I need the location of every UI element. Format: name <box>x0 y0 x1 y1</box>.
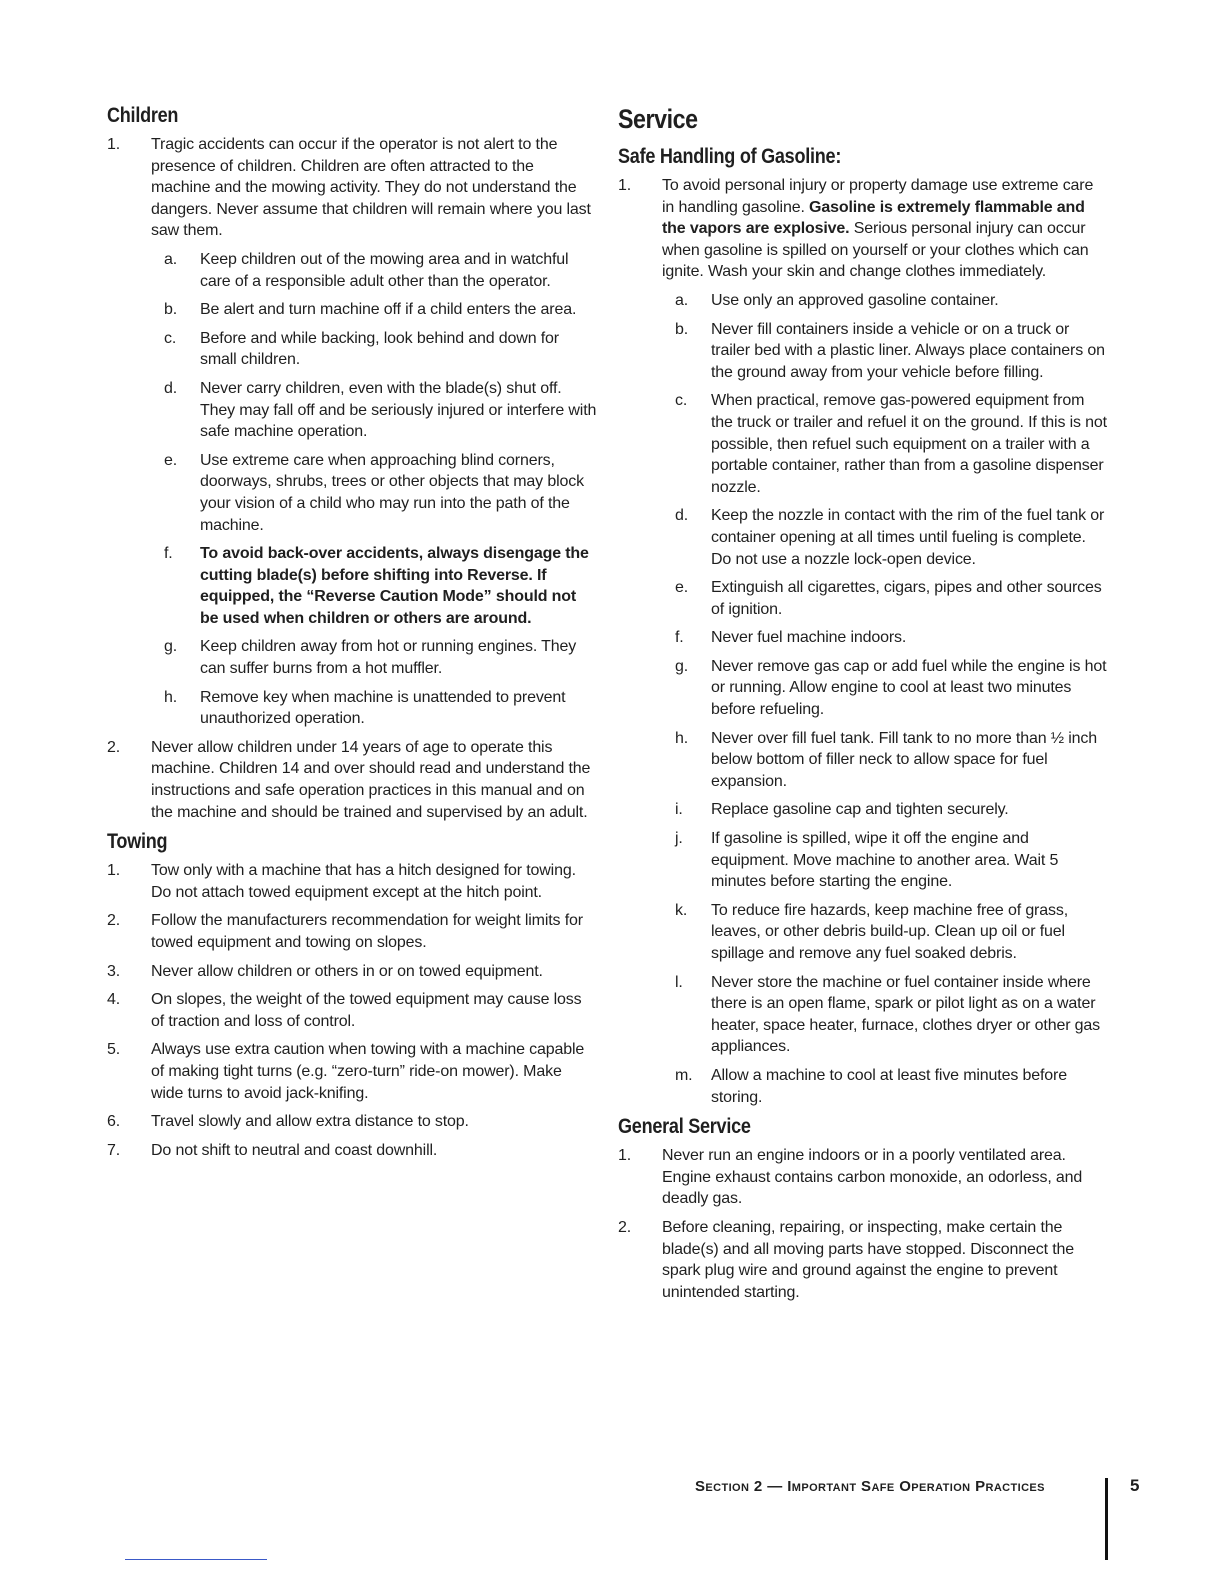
gasoline-list <box>618 175 1108 1108</box>
item-number: 2. <box>107 912 121 930</box>
item-number: 2. <box>618 1218 632 1236</box>
sub-item-letter: l. <box>675 973 683 991</box>
sub-item-letter: k. <box>675 901 688 919</box>
sub-item-letter: d. <box>164 379 178 397</box>
sub-item-text: Keep the nozzle in contact with the rim of the fuel tank or container opening at all times until fueling is complete. Do not use a nozzle lock-open device. <box>711 507 1105 568</box>
list-item <box>618 1145 1108 1210</box>
list-item <box>107 961 597 983</box>
item-text <box>662 175 1108 283</box>
footer-divider <box>1105 1478 1108 1560</box>
sub-list-item <box>151 328 597 371</box>
sub-item-text: Replace gasoline cap and tighten securely. <box>711 801 1009 819</box>
sub-item-letter: b. <box>675 320 689 338</box>
sub-list-item <box>151 687 597 730</box>
sub-list-item <box>151 636 597 679</box>
sub-item-letter: c. <box>164 329 177 347</box>
sub-list-item <box>151 249 597 292</box>
sub-list-item <box>151 378 597 443</box>
sub-item-text: Never carry children, even with the blade(s) shut off. They may fall off and be seriously injured or interfere with safe machine operation. <box>200 379 597 441</box>
item-text-end: Serious personal injury can occur when gasoline is spilled on yourself or your clothes which can ignite. Wash your skin and change clothes immediately. <box>662 220 1089 281</box>
item-number: 1. <box>618 1147 632 1165</box>
sub-item-text: Never fuel machine indoors. <box>711 629 907 647</box>
sub-item-letter: h. <box>675 729 689 747</box>
item-number: 1. <box>107 862 121 880</box>
sub-item-text: Before and while backing, look behind and down for small children. <box>200 329 559 369</box>
sub-item-letter: g. <box>675 657 689 675</box>
list-item <box>107 989 597 1032</box>
sub-list-item <box>662 900 1108 965</box>
item-number: 7. <box>107 1141 121 1159</box>
sub-list-item <box>662 1065 1108 1108</box>
sub-list-item <box>662 799 1108 821</box>
item-text: Follow the manufacturers recommendation for weight limits for towed equipment and towing on slopes. <box>151 912 583 951</box>
sub-item-letter: c. <box>675 392 688 410</box>
warning-bold-text: Gasoline is extremely flammable and the vapors are explosive. <box>662 198 1085 238</box>
sub-item-letter: e. <box>675 579 689 597</box>
sub-item-warning-text <box>200 543 597 629</box>
sub-item-letter: i. <box>675 801 683 819</box>
list-item <box>618 1217 1108 1303</box>
towing-heading: Towing <box>107 830 168 854</box>
sub-list-item <box>662 290 1108 312</box>
item-text: Never run an engine indoors or in a poorly ventilated area. Engine exhaust contains carbon monoxide, an odorless, and deadly gas. <box>662 1147 1083 1208</box>
sub-item-text: Keep children out of the mowing area and in watchful care of a responsible adult other than the operator. <box>200 250 569 290</box>
sub-item-letter: a. <box>164 250 178 268</box>
towing-list <box>107 860 597 1161</box>
sub-item-letter: a. <box>675 291 689 309</box>
item-number: 1. <box>107 136 121 153</box>
sub-item-text: Be alert and turn machine off if a child enters the area. <box>200 301 577 319</box>
sub-list-item <box>151 299 597 321</box>
sub-item-text: Never remove gas cap or add fuel while the engine is hot or running. Allow engine to cool at least two minutes before refueling. <box>711 657 1107 719</box>
sub-list-item <box>662 505 1108 570</box>
service-heading: Service <box>618 104 698 134</box>
item-text: Do not shift to neutral and coast downhill. <box>151 1141 438 1159</box>
general-service-list <box>618 1145 1108 1303</box>
children-sublist <box>151 249 597 730</box>
item-text: Tragic accidents can occur if the operator is not alert to the presence of children. Children are often attracted to the machine and the mowing activity. They do not understand the dangers. Never assume that children will remain where you last saw them. <box>151 136 591 240</box>
sub-list-item <box>662 577 1108 620</box>
sub-item-text: Never store the machine or fuel container inside where there is an open flame, spark or pilot light as on a water heater, space heater, furnace, clothes dryer or other gas appliances. <box>711 973 1101 1056</box>
sub-item-text: When practical, remove gas-powered equipment from the truck or trailer and refuel it on the ground. If this is not possible, then refuel such equipment on a trailer with a portable container, rather than from a gasoline dispenser nozzle. <box>711 392 1107 496</box>
sub-item-text: Remove key when machine is unattended to prevent unauthorized operation. <box>200 688 566 728</box>
sub-list-item <box>662 728 1108 793</box>
item-number: 6. <box>107 1113 121 1131</box>
item-text: Never allow children under 14 years of age to operate this machine. Children 14 and over should read and understand the instructions and safe operation practices in this manual and on the machine and should be trained and supervised by an adult. <box>151 738 591 821</box>
sub-item-text: To reduce fire hazards, keep machine free of grass, leaves, or other debris build-up. Clean up oil or fuel spillage and remove any fuel soaked debris. <box>711 901 1068 962</box>
item-number: 1. <box>618 177 632 194</box>
general-service-heading: General Service <box>618 1115 751 1139</box>
list-item <box>618 175 1108 1108</box>
item-text: Never allow children or others in or on towed equipment. <box>151 962 543 980</box>
list-item <box>107 134 597 730</box>
list-item <box>107 1111 597 1133</box>
item-text: Always use extra caution when towing with a machine capable of making tight turns (e.g. “zero-turn” ride-on mower). Make wide turns to avoid jack-knifing. <box>151 1041 585 1102</box>
sub-list-item <box>662 972 1108 1058</box>
sub-list-item <box>662 656 1108 721</box>
sub-item-text: Use only an approved gasoline container. <box>711 291 999 309</box>
sub-item-text: Extinguish all cigarettes, cigars, pipes and other sources of ignition. <box>711 579 1102 618</box>
list-item <box>107 737 597 823</box>
sub-item-letter: f. <box>164 545 173 563</box>
item-text: Before cleaning, repairing, or inspecting, make certain the blade(s) and all moving parts have stopped. Disconnect the spark plug wire and ground against the engine to prevent unintended starting. <box>662 1218 1074 1301</box>
warning-bold-text: To avoid back-over accidents, always disengage the cutting blade(s) before shifting into Reverse. If equipped, the “Reverse Caution Mode” should not be used when children or others are around. <box>200 545 589 627</box>
sub-item-letter: b. <box>164 301 178 319</box>
section-footer-label <box>695 1478 1045 1500</box>
sub-item-letter: e. <box>164 451 178 469</box>
gasoline-sublist <box>662 290 1108 1108</box>
item-text-start: To avoid personal injury or property damage use extreme care in handling gasoline. <box>662 177 1094 216</box>
footnote-rule <box>125 1559 267 1560</box>
list-item <box>107 910 597 953</box>
sub-item-text: Never over fill fuel tank. Fill tank to no more than ½ inch below bottom of filler neck to allow space for fuel expansion. <box>711 729 1098 790</box>
sub-item-text: Never fill containers inside a vehicle or on a truck or trailer bed with a plastic liner. Always place containers on the ground away from your vehicle before filling. <box>711 320 1105 381</box>
sub-item-text: Keep children away from hot or running engines. They can suffer burns from a hot muffler. <box>200 638 577 678</box>
list-item <box>107 1039 597 1104</box>
gasoline-heading: Safe Handling of Gasoline: <box>618 145 842 168</box>
sub-list-item <box>662 627 1108 649</box>
item-text: Tow only with a machine that has a hitch designed for towing. Do not attach towed equipment except at the hitch point. <box>151 862 576 901</box>
item-number: 3. <box>107 962 121 980</box>
item-number: 4. <box>107 991 121 1009</box>
sub-item-text: Use extreme care when approaching blind corners, doorways, shrubs, trees or other objects that may block your vision of a child who may run into the path of the machine. <box>200 451 584 534</box>
sub-item-letter: j. <box>675 830 683 848</box>
right-column <box>618 104 1108 1310</box>
sub-list-item <box>662 390 1108 498</box>
sub-item-text: Allow a machine to cool at least five minutes before storing. <box>711 1066 1067 1106</box>
sub-list-item <box>151 450 597 536</box>
item-text: On slopes, the weight of the towed equipment may cause loss of traction and loss of control. <box>151 991 582 1030</box>
left-column <box>107 104 597 1168</box>
list-item <box>107 860 597 903</box>
item-number: 5. <box>107 1041 121 1059</box>
item-number: 2. <box>107 738 121 756</box>
children-heading: Children <box>107 104 179 127</box>
sub-list-item <box>662 828 1108 893</box>
sub-item-letter: g. <box>164 638 178 656</box>
sub-item-letter: h. <box>164 688 178 706</box>
page-number: 5 <box>1130 1476 1140 1495</box>
section-label: Section 2 — Important Safe Operation Practices <box>695 1478 1045 1495</box>
item-text: Travel slowly and allow extra distance to stop. <box>151 1113 469 1131</box>
list-item <box>107 1140 597 1162</box>
children-list <box>107 134 597 823</box>
sub-item-letter: m. <box>675 1066 693 1084</box>
sub-item-letter: d. <box>675 507 689 525</box>
sub-list-item <box>662 319 1108 384</box>
sub-list-item <box>151 543 597 629</box>
sub-item-letter: f. <box>675 629 684 647</box>
sub-item-text: If gasoline is spilled, wipe it off the engine and equipment. Move machine to another area. Wait 5 minutes before starting the engine. <box>711 830 1059 891</box>
